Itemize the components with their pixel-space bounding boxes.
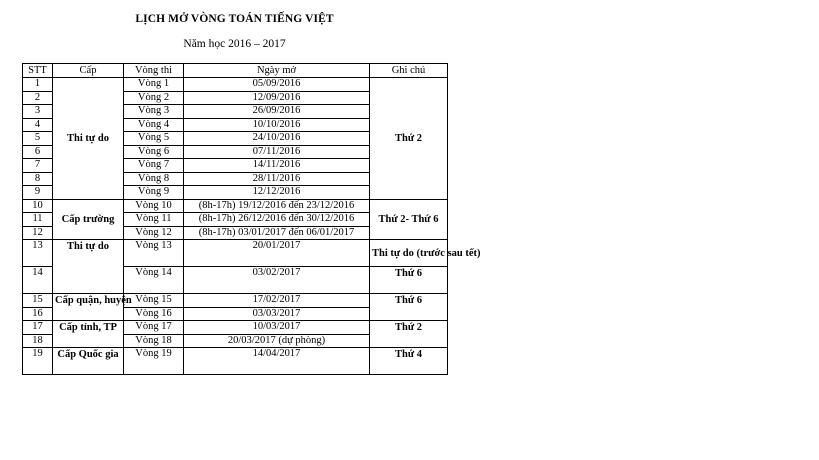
round-cell: Vòng 3 <box>124 105 184 119</box>
stt-cell: 8 <box>23 172 53 186</box>
round-cell: Vòng 18 <box>124 334 184 348</box>
date-cell: 20/03/2017 (dự phòng) <box>184 334 370 348</box>
round-cell: Vòng 14 <box>124 267 184 294</box>
date-cell: 03/02/2017 <box>184 267 370 294</box>
round-cell: Vòng 8 <box>124 172 184 186</box>
date-cell: 03/03/2017 <box>184 307 370 321</box>
header-cap: Cấp <box>53 64 124 78</box>
stt-cell: 18 <box>23 334 53 348</box>
round-cell: Vòng 7 <box>124 159 184 173</box>
table-row <box>23 240 448 267</box>
table-row <box>23 348 448 375</box>
round-cell: Vòng 10 <box>124 199 184 213</box>
date-cell: 05/09/2016 <box>184 78 370 92</box>
stt-cell: 7 <box>23 159 53 173</box>
table-row <box>23 78 448 92</box>
table-row <box>23 199 448 213</box>
date-cell: 12/12/2016 <box>184 186 370 200</box>
group-cell: Cấp trường <box>53 199 124 240</box>
header-stt: STT <box>23 64 53 78</box>
note-cell: Thứ 6 <box>370 294 448 321</box>
group-cell: Cấp Quốc gia <box>53 348 124 375</box>
stt-cell: 3 <box>23 105 53 119</box>
stt-cell: 15 <box>23 294 53 308</box>
stt-cell: 9 <box>23 186 53 200</box>
round-cell: Vòng 9 <box>124 186 184 200</box>
date-cell: 14/11/2016 <box>184 159 370 173</box>
round-cell: Vòng 6 <box>124 145 184 159</box>
date-cell: 12/09/2016 <box>184 91 370 105</box>
stt-cell: 11 <box>23 213 53 227</box>
stt-cell: 4 <box>23 118 53 132</box>
round-cell: Vòng 17 <box>124 321 184 335</box>
date-cell: (8h-17h) 19/12/2016 đến 23/12/2016 <box>184 199 370 213</box>
note-cell: Thi tự do (trước sau tết) <box>370 240 448 267</box>
stt-cell: 1 <box>23 78 53 92</box>
stt-cell: 14 <box>23 267 53 294</box>
table-header-row <box>23 64 448 78</box>
stt-cell: 13 <box>23 240 53 267</box>
round-cell: Vòng 16 <box>124 307 184 321</box>
date-cell: 10/10/2016 <box>184 118 370 132</box>
round-cell: Vòng 1 <box>124 78 184 92</box>
round-cell: Vòng 4 <box>124 118 184 132</box>
round-cell: Vòng 2 <box>124 91 184 105</box>
round-cell: Vòng 15 <box>124 294 184 308</box>
group-cell: Thi tự do <box>53 78 124 200</box>
group-cell: Thi tự do <box>53 240 124 294</box>
table-row <box>23 321 448 335</box>
group-cell: Cấp quận, huyện <box>53 294 124 321</box>
stt-cell: 12 <box>23 226 53 240</box>
round-cell: Vòng 11 <box>124 213 184 227</box>
date-cell: 28/11/2016 <box>184 172 370 186</box>
stt-cell: 16 <box>23 307 53 321</box>
note-cell: Thứ 2 <box>370 321 448 348</box>
round-cell: Vòng 5 <box>124 132 184 146</box>
date-cell: (8h-17h) 03/01/2017 đến 06/01/2017 <box>184 226 370 240</box>
stt-cell: 10 <box>23 199 53 213</box>
note-cell: Thứ 2 <box>370 78 448 200</box>
date-cell: 17/02/2017 <box>184 294 370 308</box>
date-cell: 26/09/2016 <box>184 105 370 119</box>
date-cell: 10/03/2017 <box>184 321 370 335</box>
header-ngay-mo: Ngày mở <box>184 64 370 78</box>
round-cell: Vòng 13 <box>124 240 184 267</box>
stt-cell: 19 <box>23 348 53 375</box>
note-cell: Thứ 2- Thứ 6 <box>370 199 448 240</box>
round-cell: Vòng 12 <box>124 226 184 240</box>
table-row <box>23 294 448 308</box>
stt-cell: 5 <box>23 132 53 146</box>
stt-cell: 17 <box>23 321 53 335</box>
date-cell: (8h-17h) 26/12/2016 đến 30/12/2016 <box>184 213 370 227</box>
stt-cell: 6 <box>23 145 53 159</box>
date-cell: 14/04/2017 <box>184 348 370 375</box>
group-cell: Cấp tỉnh, TP <box>53 321 124 348</box>
header-vong-thi: Vòng thi <box>124 64 184 78</box>
date-cell: 24/10/2016 <box>184 132 370 146</box>
round-cell: Vòng 19 <box>124 348 184 375</box>
header-ghi-chu: Ghi chú <box>370 64 448 78</box>
document-title: LỊCH MỞ VÒNG TOÁN TIẾNG VIỆT <box>135 13 334 25</box>
document-subtitle: Năm học 2016 – 2017 <box>183 38 286 50</box>
date-cell: 07/11/2016 <box>184 145 370 159</box>
date-cell: 20/01/2017 <box>184 240 370 267</box>
note-cell: Thứ 6 <box>370 267 448 294</box>
schedule-table <box>22 63 481 375</box>
note-cell: Thứ 4 <box>370 348 448 375</box>
stt-cell: 2 <box>23 91 53 105</box>
